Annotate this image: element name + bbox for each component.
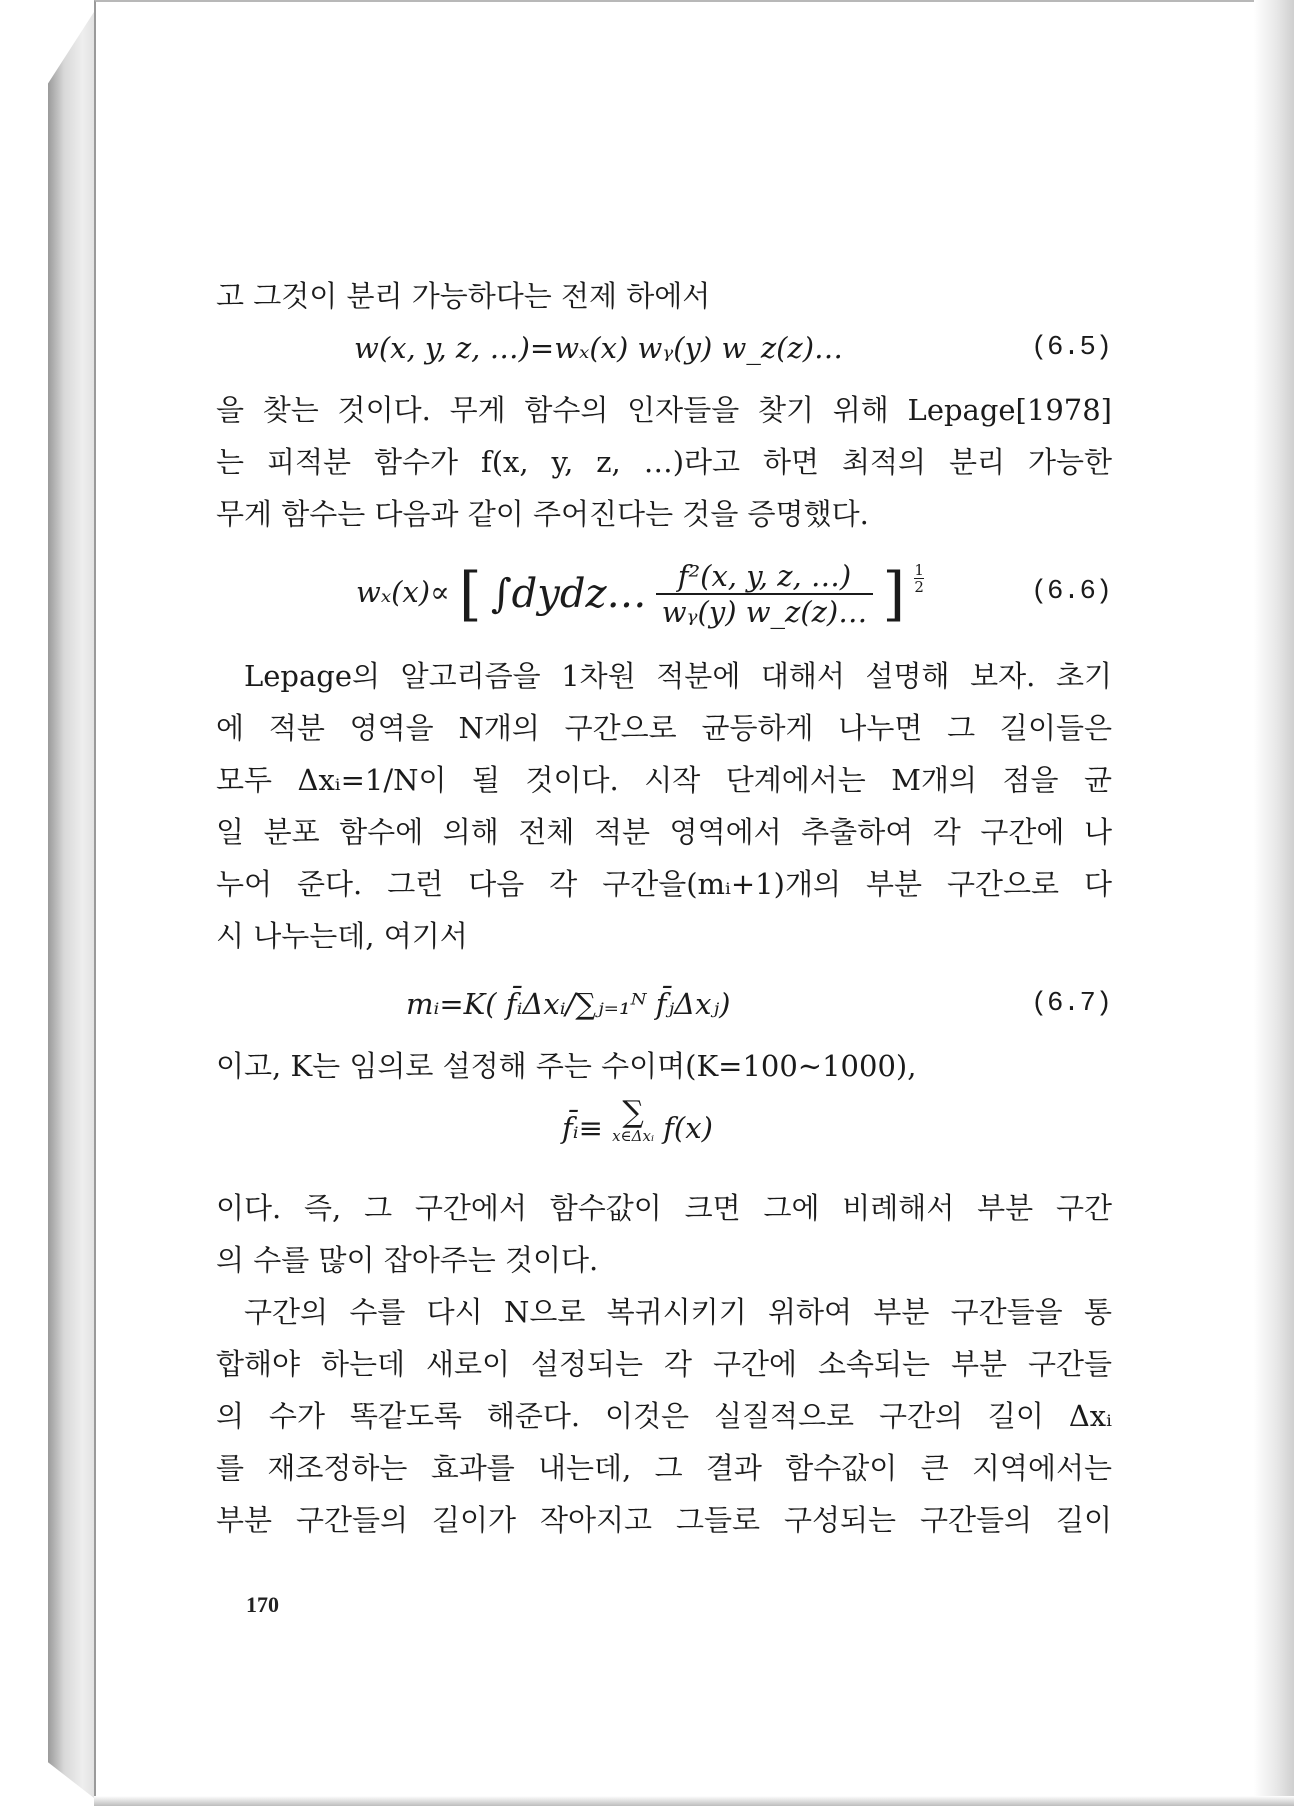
equation-fraction bbox=[656, 559, 873, 629]
text-line: 이고, K는 임의로 설정해 주는 수이며(K=100∼1000), bbox=[216, 1049, 917, 1083]
equation-summation bbox=[612, 1095, 654, 1145]
equation-lhs: wₓ(x)∝ bbox=[356, 575, 450, 609]
bracket-open: [ bbox=[458, 560, 482, 628]
text-line: 구간의 수를 다시 N으로 복귀시키기 위하여 부분 구간들을 통 bbox=[244, 1295, 1112, 1329]
text-line: 누어 준다. 그런 다음 각 구간을(mᵢ+1)개의 부분 구간으로 다 bbox=[216, 867, 1112, 901]
text-line: 모두 Δxᵢ=1/N이 될 것이다. 시작 단계에서는 M개의 점을 균 bbox=[216, 763, 1112, 797]
text-line: 의 수를 많이 잡아주는 것이다. bbox=[216, 1243, 599, 1277]
summation-sign: ∑ bbox=[622, 1095, 644, 1130]
text-line: 무게 함수는 다음과 같이 주어진다는 것을 증명했다. bbox=[216, 497, 869, 531]
equation-6-6 bbox=[216, 546, 1112, 638]
exponent-denominator: 2 bbox=[914, 578, 924, 596]
text-line: Lepage의 알고리즘을 1차원 적분에 대해서 설명해 보자. 초기 bbox=[244, 659, 1112, 693]
text-line: 을 찾는 것이다. 무게 함수의 인자들을 찾기 위해 Lepage[1978] bbox=[216, 393, 1112, 427]
text-line: 일 분포 함수에 의해 전체 적분 영역에서 추출하여 각 구간에 나 bbox=[216, 815, 1112, 849]
equation-expression bbox=[562, 1095, 713, 1158]
text-line: 시 나누는데, 여기서 bbox=[216, 919, 468, 953]
equation-6-5 bbox=[216, 322, 1112, 374]
text-line: 이다. 즉, 그 구간에서 함수값이 크면 그에 비례해서 부분 구간 bbox=[216, 1191, 1112, 1225]
text-line: 합해야 하는데 새로이 설정되는 각 구간에 소속되는 부분 구간들 bbox=[216, 1347, 1112, 1381]
equation-lhs: f̄ᵢ≡ bbox=[562, 1111, 603, 1145]
equation-fbar bbox=[216, 1092, 1112, 1172]
equation-number: (6.7) bbox=[1030, 989, 1112, 1019]
equation-exponent bbox=[914, 562, 924, 595]
fraction-numerator: f²(x, y, z, …) bbox=[656, 559, 873, 595]
book-spine bbox=[48, 12, 94, 1798]
page-shadow-right bbox=[1254, 0, 1294, 1806]
equation-6-7 bbox=[216, 978, 1112, 1030]
text-line: 를 재조정하는 효과를 내는데, 그 결과 함수값이 큰 지역에서는 bbox=[216, 1451, 1112, 1485]
text-line: 부분 구간들의 길이가 작아지고 그들로 구성되는 구간들의 길이 bbox=[216, 1503, 1112, 1537]
exponent-numerator: 1 bbox=[914, 561, 924, 579]
fraction-denominator: wᵧ(y) w_z(z)… bbox=[661, 595, 868, 629]
bracket-close: ] bbox=[882, 560, 906, 628]
equation-expression bbox=[356, 546, 924, 640]
equation-integral: ∫dydz… bbox=[490, 571, 647, 617]
page-body bbox=[216, 270, 1112, 1546]
page-number: 170 bbox=[246, 1592, 279, 1617]
page-shadow-bottom bbox=[94, 1796, 1294, 1806]
equation-expression: mᵢ=K( f̄ᵢΔxᵢ/∑ⱼ₌₁ᴺ f̄ⱼΔxⱼ) bbox=[406, 987, 731, 1021]
equation-number: (6.6) bbox=[1030, 577, 1112, 607]
text-line: 고 그것이 분리 가능하다는 전제 하에서 bbox=[216, 279, 711, 313]
text-line: 의 수가 똑같도록 해준다. 이것은 실질적으로 구간의 길이 Δxᵢ bbox=[216, 1399, 1112, 1433]
text-line: 는 피적분 함수가 f(x, y, z, …)라고 하면 최적의 분리 가능한 bbox=[216, 445, 1112, 479]
equation-number: (6.5) bbox=[1030, 333, 1112, 363]
text-line: 에 적분 영역을 N개의 구간으로 균등하게 나누면 그 길이들은 bbox=[216, 711, 1112, 745]
summation-subscript: x∈Δxᵢ bbox=[612, 1127, 654, 1145]
equation-rhs: f(x) bbox=[663, 1111, 713, 1145]
equation-expression: w(x, y, z, …)=wₓ(x) wᵧ(y) w_z(z)… bbox=[354, 331, 844, 365]
